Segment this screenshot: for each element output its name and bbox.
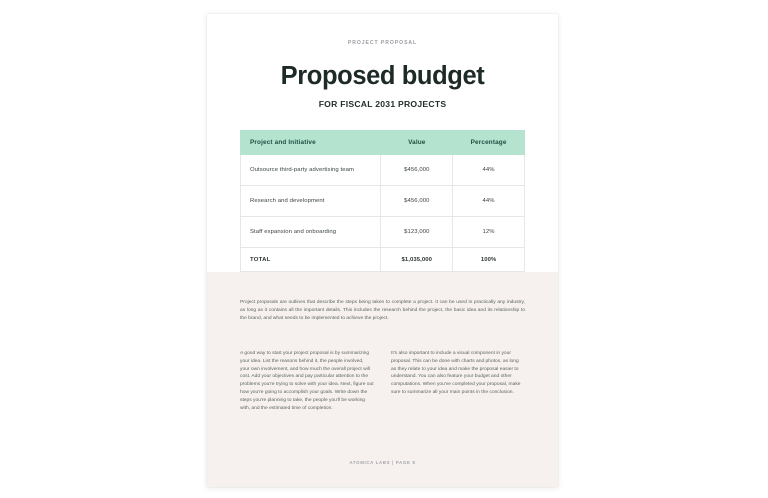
document-subtitle: FOR FISCAL 2031 PROJECTS	[318, 99, 447, 110]
cell-project: Staff expansion and onboarding	[241, 217, 381, 248]
page-title: Proposed budget	[280, 62, 485, 90]
table-header	[241, 131, 525, 155]
table-body	[241, 155, 525, 272]
cell-total-label: TOTAL	[241, 248, 381, 272]
table-row	[241, 155, 525, 186]
two-column-body	[240, 345, 525, 418]
budget-table	[240, 130, 525, 272]
table-header-project: Project and Initiative	[241, 131, 381, 155]
cell-percentage: 44%	[453, 186, 525, 217]
cell-value: $123,000	[381, 217, 453, 248]
body-column-right: It's also important to include a visual component in your proposal. This can be done with charts and photos, as long as they relate to your idea and make the proposal easier to understand. You can also feature your budget and other computations. When you've completed your proposal, make sure to summarize all your main points in the conclusion.	[391, 350, 521, 396]
intro-paragraph: Project proposals are outlines that describe the steps being taken to complete a project. It can be used in practically any industry, as long as it contains all the important details. This includes the research behind the project, the basic idea and its relationship to the brand, and what needs to be implemented to achieve the project.	[240, 300, 525, 321]
cell-project: Outsource third-party advertising team	[241, 155, 381, 186]
cell-percentage: 44%	[453, 155, 525, 186]
document-page	[207, 14, 558, 487]
cell-total-value: $1,035,000	[381, 248, 453, 272]
table-row-total	[241, 248, 525, 272]
page-body-section	[207, 272, 558, 487]
table-row	[241, 186, 525, 217]
document-eyebrow: PROJECT PROPOSAL	[347, 40, 418, 46]
table-header-percentage: Percentage	[453, 131, 525, 155]
body-column-left: A good way to start your project proposal is by summarizing your idea. List the reasons behind it, the people involved, your own involvement, and how much the overall project will cost. Add your objectives and pay particular attention to the problems you're trying to solve with your idea. Next, figure out how you're going to accomplish your goals. Write down the steps you're planning to take, the people you'll be working with, and the estimated time of completion.	[240, 350, 374, 412]
cell-value: $456,000	[381, 186, 453, 217]
page-footer: ATOMICA LABS | PAGE 8	[349, 460, 416, 465]
page-header-section	[207, 14, 558, 272]
table-header-value: Value	[381, 131, 453, 155]
table-header-row	[241, 131, 525, 155]
cell-percentage: 12%	[453, 217, 525, 248]
cell-project: Research and development	[241, 186, 381, 217]
cell-value: $456,000	[381, 155, 453, 186]
table-row	[241, 217, 525, 248]
cell-total-percentage: 100%	[453, 248, 525, 272]
